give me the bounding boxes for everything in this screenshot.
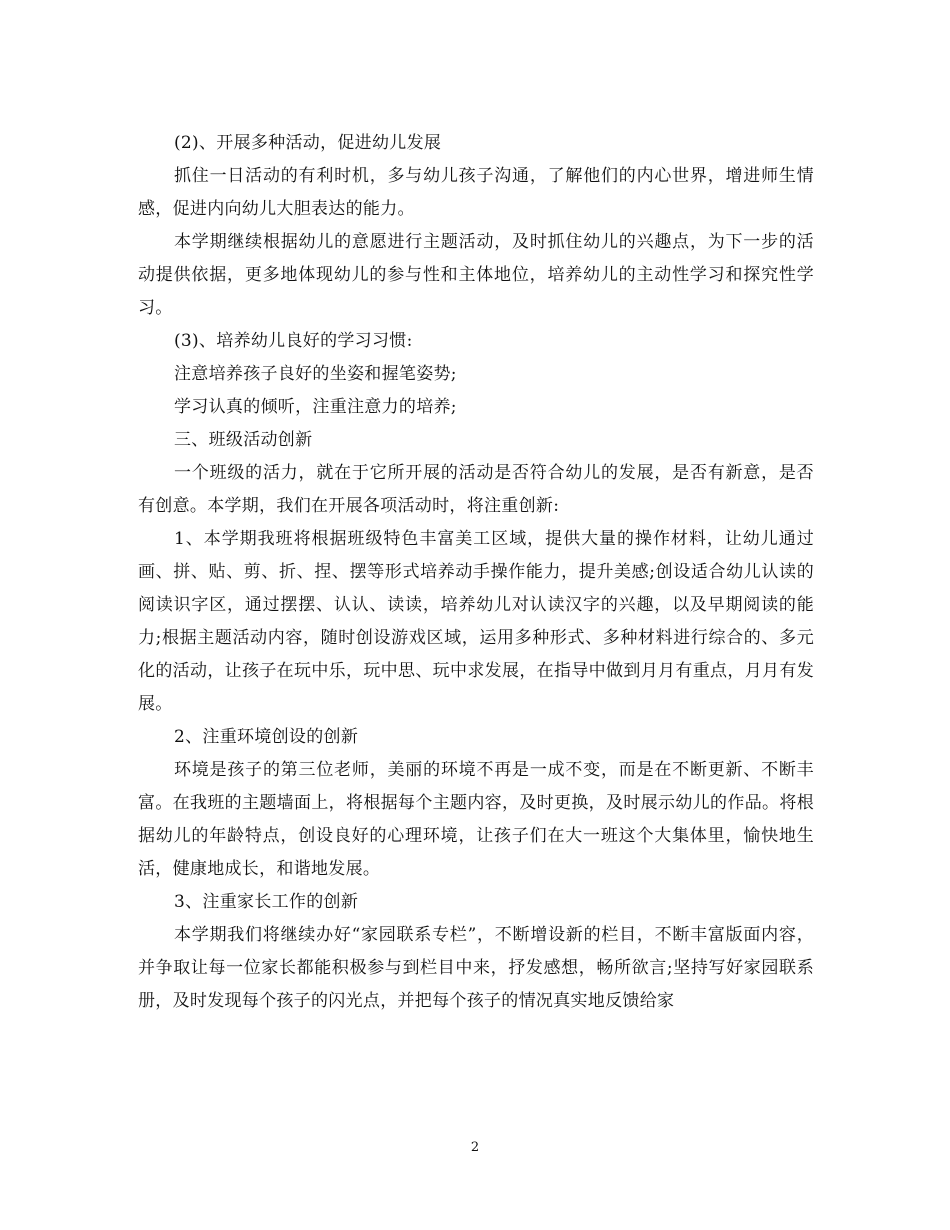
para-art-area: 1、本学期我班将根据班级特色丰富美工区域，提供大量的操作材料，让幼儿通过画、拼、贴、剪、折、捏、摆等形式培养动手操作能力，提升美感;创设适合幼儿认读的阅读识字区，通过摆摆、认认、读读，培养幼儿对认读汉字的兴趣，以及早期阅读的能力;根据主题活动内容，随时创设游戏区域，运用多种形式、多种材料进行综合的、多元化的活动，让孩子在玩中乐，玩中思、玩中求发展，在指导中做到月月有重点，月月有发展。 xyxy=(138,529,814,714)
para-theme-activities: 本学期继续根据幼儿的意愿进行主题活动，及时抓住幼儿的兴趣点，为下一步的活动提供依据，更多地体现幼儿的参与性和主体地位，培养幼儿的主动性学习和探究性学习。 xyxy=(138,232,814,318)
heading-section-three: 三、班级活动创新 xyxy=(174,430,313,450)
para-environment: 环境是孩子的第三位老师，美丽的环境不再是一成不变，而是在不断更新、不断丰富。在我班的主题墙面上，将根据每个主题内容，及时更换，及时展示幼儿的作品。将根据幼儿的年龄特点，创设良好的心理环境，让孩子们在大一班这个大集体里，愉快地生活，健康地成长，和谐地发展。 xyxy=(138,760,814,879)
heading-environment: 2、注重环境创设的创新 xyxy=(174,727,359,747)
heading-activities: (2)、开展多种活动，促进幼儿发展 xyxy=(174,133,442,153)
heading-habits: (3)、培养幼儿良好的学习习惯: xyxy=(174,331,413,351)
para-communication: 抓住一日活动的有利时机，多与幼儿孩子沟通，了解他们的内心世界，增进师生情感，促进内向幼儿大胆表达的能力。 xyxy=(138,166,814,219)
item-listening: 学习认真的倾听，注重注意力的培养; xyxy=(174,397,457,417)
heading-parents: 3、注重家长工作的创新 xyxy=(174,892,359,912)
item-posture: 注意培养孩子良好的坐姿和握笔姿势; xyxy=(174,364,457,384)
document-body xyxy=(138,127,814,1018)
page-number: 2 xyxy=(470,1140,480,1155)
para-class-vitality: 一个班级的活力，就在于它所开展的活动是否符合幼儿的发展，是否有新意，是否有创意。本学期，我们在开展各项活动时，将注重创新: xyxy=(138,463,814,516)
para-parents: 本学期我们将继续办好“家园联系专栏”，不断增设新的栏目，不断丰富版面内容，并争取让每一位家长都能积极参与到栏目中来，抒发感想，畅所欲言;坚持写好家园联系册，及时发现每个孩子的闪光点，并把每个孩子的情况真实地反馈给家 xyxy=(138,925,814,1011)
